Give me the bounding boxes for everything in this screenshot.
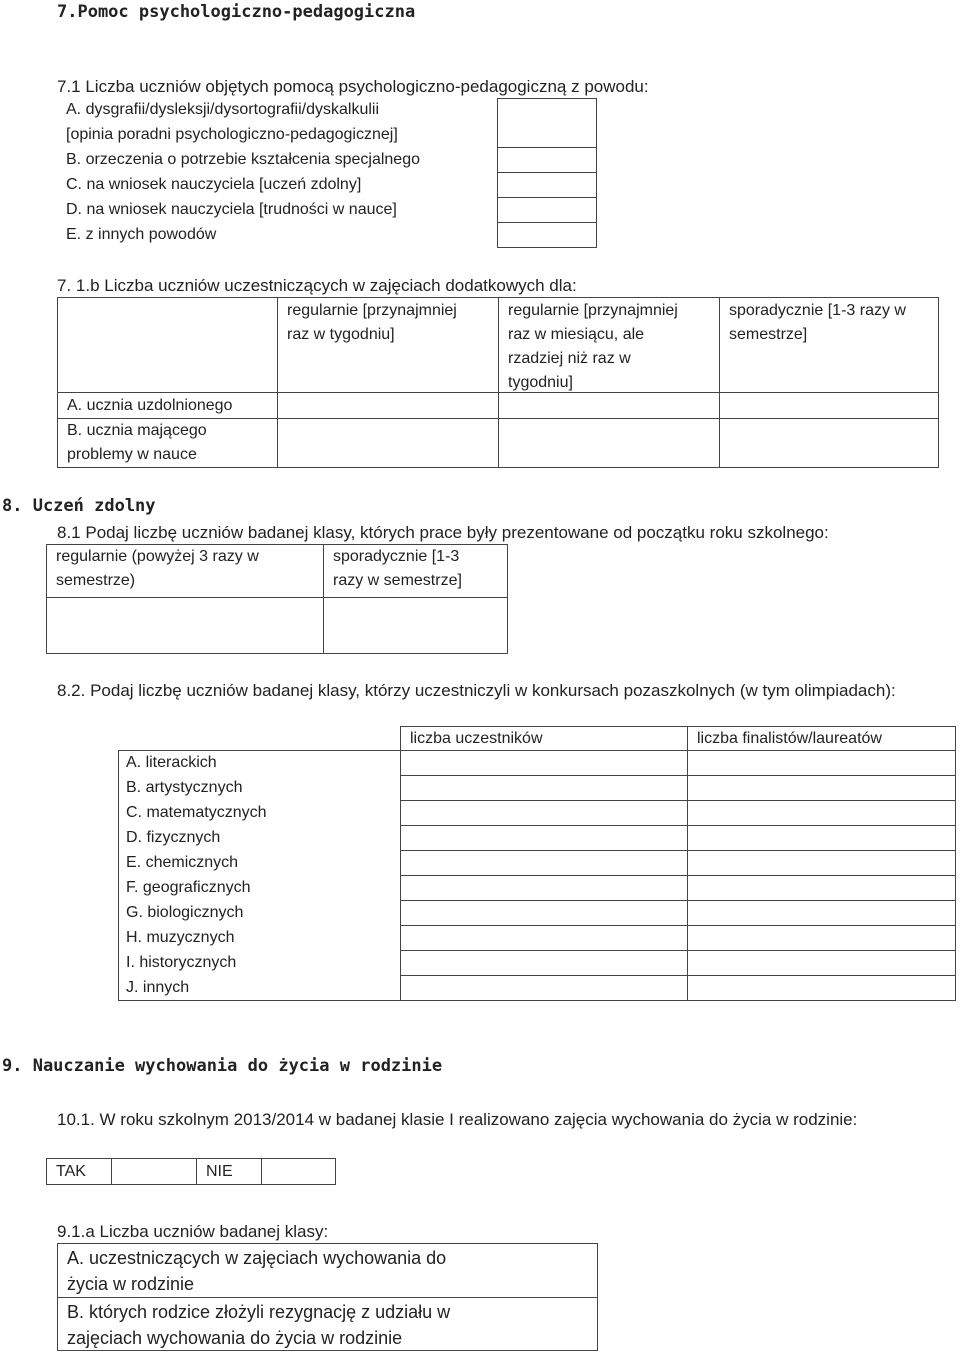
q71b-row-b-col1[interactable] <box>277 418 499 468</box>
q71-answer-c[interactable] <box>497 172 597 198</box>
q91a-row-a: A. uczestniczących w zajęciach wychowania do życia w rodzinie <box>57 1243 598 1298</box>
q71-item-a1: A. dysgrafii/dysleksji/dysortografii/dyskalkulii <box>66 101 379 118</box>
q71-answer-a[interactable] <box>497 98 597 148</box>
q101-label: 10.1. W roku szkolnym 2013/2014 w badanej klasie I realizowano zajęcia wychowania do życia w rodzinie: <box>57 1110 858 1129</box>
q81-header-col2: sporadycznie [1-3 razy w semestrze] <box>323 544 508 598</box>
q71b-header-col2: regularnie [przynajmniej raz w miesiącu, ale rzadziej niż raz w tygodniu] <box>498 297 720 393</box>
q71-item-b: B. orzeczenia o potrzebie kształcenia specjalnego <box>66 151 420 168</box>
q82-answer-finalists[interactable] <box>687 750 956 776</box>
section-7-title: 7.Pomoc psychologiczno-pedagogiczna <box>57 2 416 22</box>
q82-answer-participants[interactable] <box>400 925 688 951</box>
q81-table <box>46 544 508 654</box>
q91a-table <box>57 1243 598 1351</box>
q82-answer-finalists[interactable] <box>687 800 956 826</box>
q82-answer-finalists[interactable] <box>687 950 956 976</box>
q71-item-e: E. z innych powodów <box>66 226 217 243</box>
q81-header-col1: regularnie (powyżej 3 razy w semestrze) <box>46 544 324 598</box>
q82-row-label: J. innych <box>126 979 190 996</box>
q82-row-label: G. biologicznych <box>126 904 244 921</box>
q82-row-label: I. historycznych <box>126 954 237 971</box>
q82-answer-participants[interactable] <box>400 875 688 901</box>
q82-answer-finalists[interactable] <box>687 775 956 801</box>
q82-answer-finalists[interactable] <box>687 925 956 951</box>
q82-row-label: B. artystycznych <box>126 779 243 796</box>
q82-answer-participants[interactable] <box>400 975 688 1001</box>
q71-answer-b[interactable] <box>497 147 597 173</box>
q71b-header-col1: regularnie [przynajmniej raz w tygodniu] <box>277 297 499 393</box>
q71b-row-a-col2[interactable] <box>498 392 720 419</box>
q82-table <box>118 726 956 1001</box>
q71b-row-b-col2[interactable] <box>498 418 720 468</box>
q81-answer-col2[interactable] <box>323 597 508 654</box>
q71b-table <box>57 297 939 468</box>
q82-answer-participants[interactable] <box>400 950 688 976</box>
q71b-row-a-label: A. ucznia uzdolnionego <box>57 392 278 419</box>
q71b-row-b-col3[interactable] <box>719 418 939 468</box>
q82-answer-finalists[interactable] <box>687 975 956 1001</box>
q71-answer-d[interactable] <box>497 197 597 223</box>
q82-answer-finalists[interactable] <box>687 900 956 926</box>
q82-header-col1: liczba uczestników <box>400 726 688 751</box>
section-8-title: 8. Uczeń zdolny <box>2 496 156 516</box>
q82-row-label: D. fizycznych <box>126 829 221 846</box>
q82-answer-participants[interactable] <box>400 825 688 851</box>
q71-answer-e[interactable] <box>497 222 597 248</box>
q82-header-col2: liczba finalistów/laureatów <box>687 726 956 751</box>
q71-item-a2: [opinia poradni psychologiczno-pedagogicznej] <box>66 126 398 143</box>
q82-answer-participants[interactable] <box>400 850 688 876</box>
q71b-row-b-label: B. ucznia mającego problemy w nauce <box>57 418 278 468</box>
q71-item-d: D. na wniosek nauczyciela [trudności w nauce] <box>66 201 397 218</box>
q71b-row-a-col1[interactable] <box>277 392 499 419</box>
tak-answer[interactable] <box>111 1158 197 1185</box>
q82-answer-finalists[interactable] <box>687 875 956 901</box>
q82-label: 8.2. Podaj liczbę uczniów badanej klasy, którzy uczestniczyli w konkursach pozaszkolnych (w tym olimpiadach): <box>57 681 896 700</box>
q82-answer-finalists[interactable] <box>687 850 956 876</box>
nie-label-cell: NIE <box>196 1158 262 1185</box>
q82-row-label: E. chemicznych <box>126 854 239 871</box>
q71-table <box>57 98 597 248</box>
q82-row-label: H. muzycznych <box>126 929 235 946</box>
nie-answer[interactable] <box>261 1158 336 1185</box>
q82-answer-finalists[interactable] <box>687 825 956 851</box>
section-9-title: 9. Nauczanie wychowania do życia w rodzinie <box>2 1056 443 1076</box>
q82-row-label: C. matematycznych <box>126 804 267 821</box>
tak-nie-table <box>46 1158 336 1185</box>
q91a-row-b: B. których rodzice złożyli rezygnację z udziału w zajęciach wychowania do życia w rodzinie <box>57 1297 598 1351</box>
q82-answer-participants[interactable] <box>400 900 688 926</box>
q71-label: 7.1 Liczba uczniów objętych pomocą psychologiczno-pedagogiczną z powodu: <box>57 77 649 96</box>
q81-label: 8.1 Podaj liczbę uczniów badanej klasy, których prace były prezentowane od początku roku szkolnego: <box>57 523 829 542</box>
q91a-label: 9.1.a Liczba uczniów badanej klasy: <box>57 1222 329 1241</box>
q71b-header-empty <box>57 297 278 393</box>
q71b-header-col3: sporadycznie [1-3 razy w semestrze] <box>719 297 939 393</box>
q82-row-label: A. literackich <box>126 754 217 771</box>
q82-answer-participants[interactable] <box>400 750 688 776</box>
q82-answer-participants[interactable] <box>400 800 688 826</box>
q81-answer-col1[interactable] <box>46 597 324 654</box>
q71b-row-a-col3[interactable] <box>719 392 939 419</box>
q82-row-label: F. geograficznych <box>126 879 251 896</box>
tak-label-cell: TAK <box>46 1158 112 1185</box>
q82-answer-participants[interactable] <box>400 775 688 801</box>
q71-item-c: C. na wniosek nauczyciela [uczeń zdolny] <box>66 176 362 193</box>
q71b-label: 7. 1.b Liczba uczniów uczestniczących w zajęciach dodatkowych dla: <box>57 276 577 295</box>
